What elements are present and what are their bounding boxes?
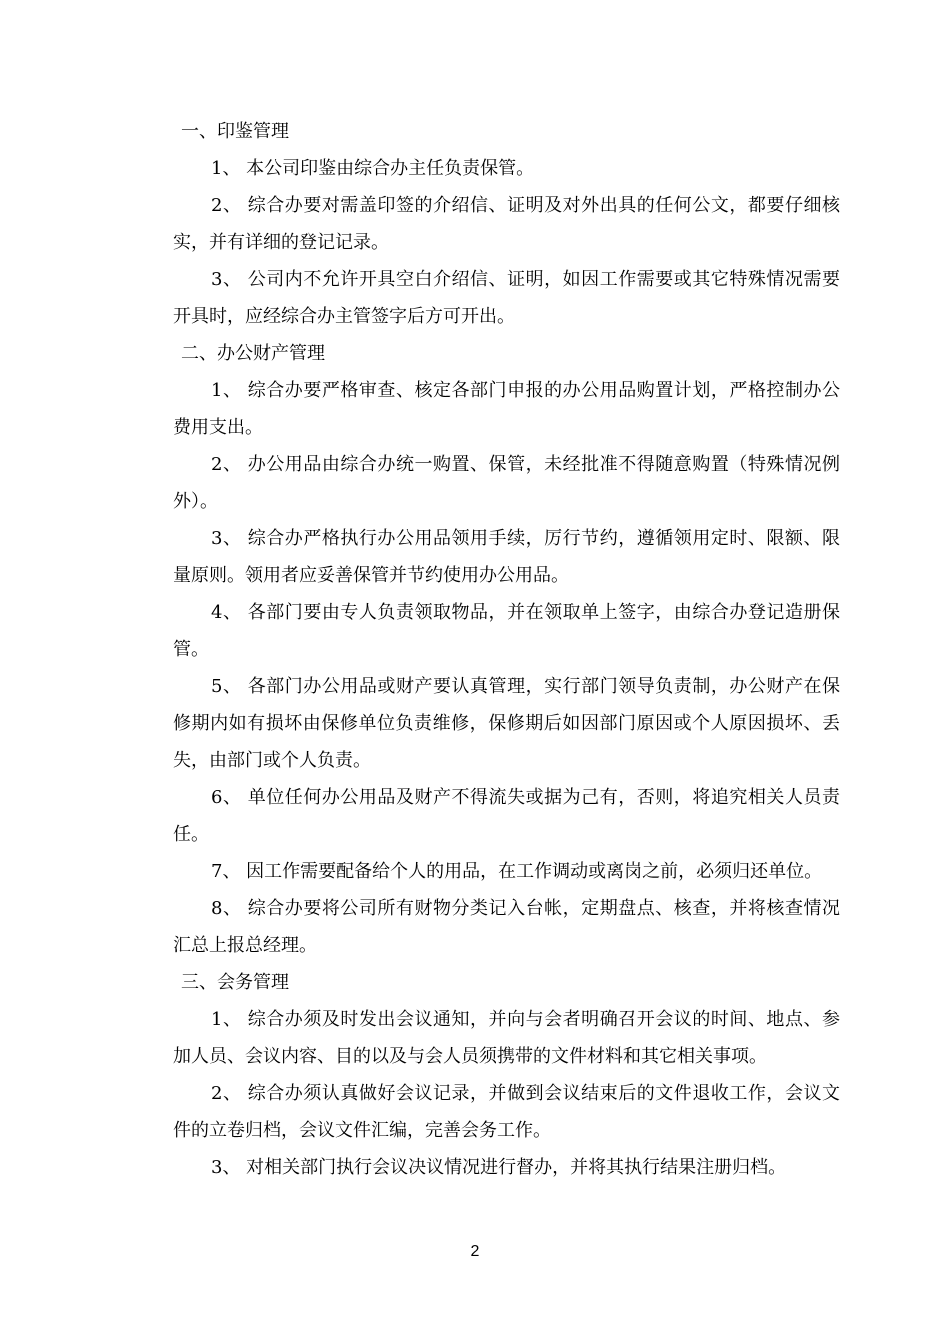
paragraph: 3、 对相关部门执行会议决议情况进行督办，并将其执行结果注册归档。: [211, 1157, 787, 1178]
paragraph: 2、 综合办须认真做好会议记录，并做到会议结束后的文件退收工作，会议文件的立卷归档，会议文件汇编，完善会务工作。: [173, 1083, 840, 1141]
section-heading-meeting-management: 三、会务管理: [181, 972, 289, 993]
paragraph: 4、 各部门要由专人负责领取物品，并在领取单上签字，由综合办登记造册保管。: [173, 602, 840, 660]
paragraph: 1、 综合办须及时发出会议通知，并向与会者明确召开会议的时间、地点、参加人员、会议内容、目的以及与会人员须携带的文件材料和其它相关事项。: [173, 1009, 840, 1067]
paragraph: 5、 各部门办公用品或财产要认真管理，实行部门领导负责制，办公财产在保修期内如有损坏由保修单位负责维修，保修期后如因部门原因或个人原因损坏、丢失，由部门或个人负责。: [173, 676, 840, 771]
page-number: 2: [470, 1243, 480, 1260]
paragraph: 3、 综合办严格执行办公用品领用手续，厉行节约，遵循领用定时、限额、限量原则。领用者应妥善保管并节约使用办公用品。: [173, 528, 840, 586]
section-heading-seal-management: 一、印鉴管理: [181, 121, 289, 142]
paragraph: 1、 本公司印鉴由综合办主任负责保管。: [211, 158, 535, 179]
paragraph: 1、 综合办要严格审查、核定各部门申报的办公用品购置计划，严格控制办公费用支出。: [173, 380, 840, 438]
paragraph: 6、 单位任何办公用品及财产不得流失或据为己有，否则，将追究相关人员责任。: [173, 787, 840, 845]
document-body: [173, 113, 840, 1186]
paragraph: 7、 因工作需要配备给个人的用品，在工作调动或离岗之前，必须归还单位。: [211, 861, 823, 882]
paragraph: 2、 综合办要对需盖印签的介绍信、证明及对外出具的任何公文，都要仔细核实，并有详细的登记记录。: [173, 195, 840, 253]
paragraph: 2、 办公用品由综合办统一购置、保管，未经批准不得随意购置（特殊情况例外）。: [173, 454, 840, 512]
paragraph: 8、 综合办要将公司所有财物分类记入台帐，定期盘点、核查，并将核查情况汇总上报总经理。: [173, 898, 840, 956]
paragraph: 3、 公司内不允许开具空白介绍信、证明，如因工作需要或其它特殊情况需要开具时，应经综合办主管签字后方可开出。: [173, 269, 840, 327]
section-heading-office-property-management: 二、办公财产管理: [181, 343, 325, 364]
